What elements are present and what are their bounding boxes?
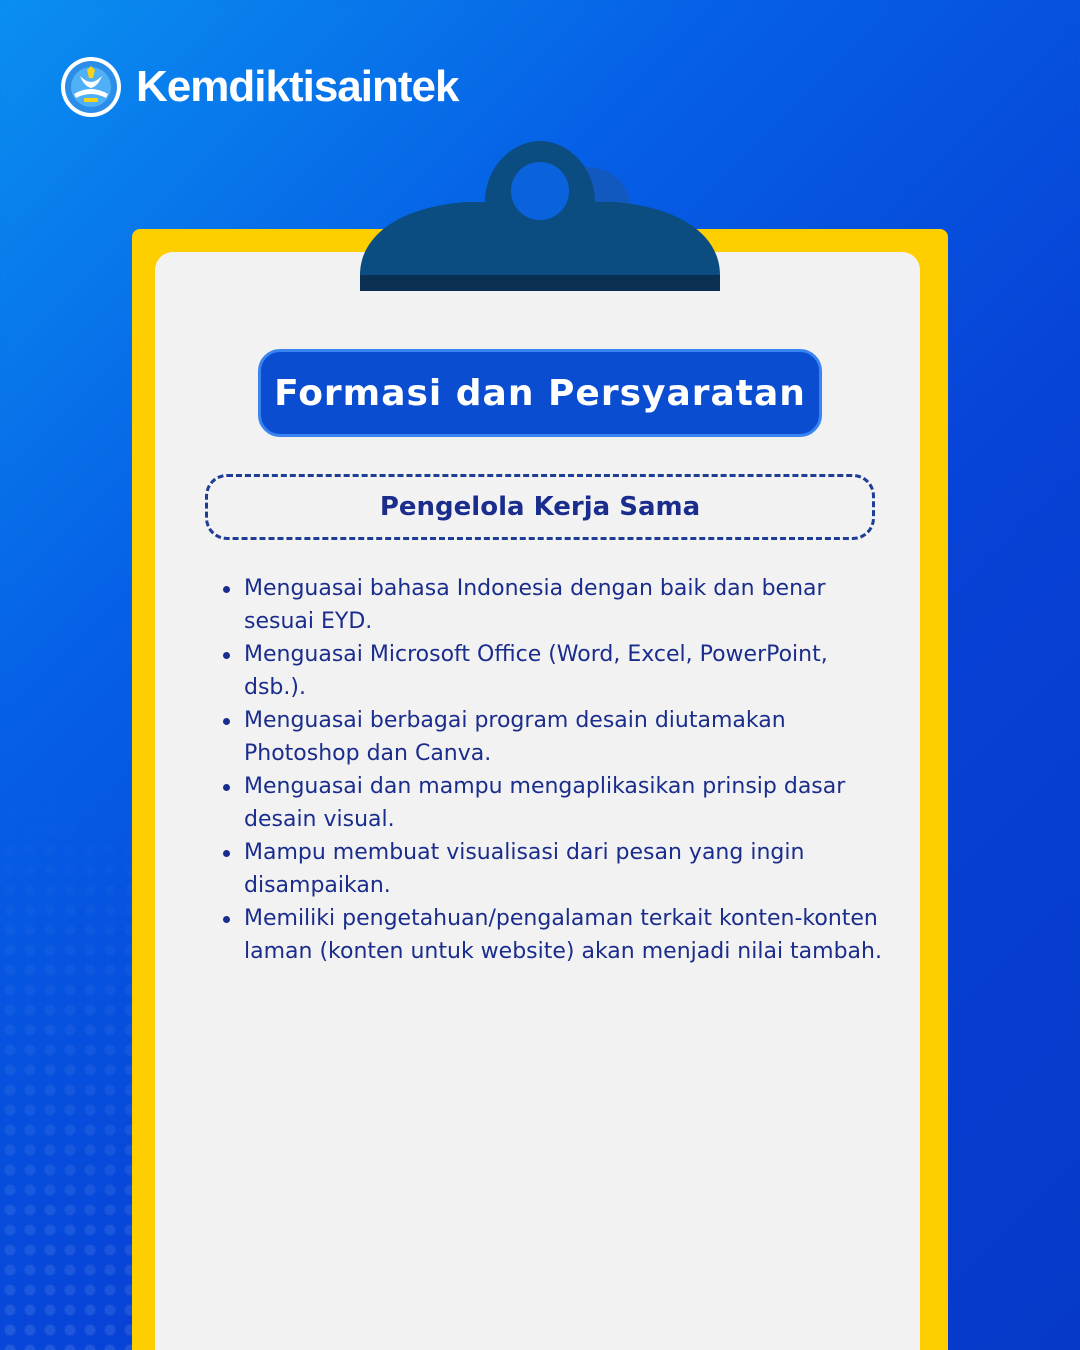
bullet-icon <box>223 784 230 791</box>
list-item <box>244 638 884 704</box>
position-title: Pengelola Kerja Sama <box>205 474 875 540</box>
bullet-icon <box>223 850 230 857</box>
requirements-list <box>244 572 884 968</box>
bullet-icon <box>223 916 230 923</box>
requirement-text: Menguasai bahasa Indonesia dengan baik dan benar sesuai EYD. <box>244 576 826 634</box>
clipboard-clip-icon <box>355 138 725 298</box>
requirement-text: Menguasai Microsoft Office (Word, Excel, PowerPoint, dsb.). <box>244 642 828 700</box>
list-item <box>244 836 884 902</box>
tut-wuri-handayani-emblem-icon <box>60 56 122 118</box>
bullet-icon <box>223 586 230 593</box>
list-item <box>244 704 884 770</box>
requirement-text: Menguasai dan mampu mengaplikasikan prinsip dasar desain visual. <box>244 774 846 832</box>
requirement-text: Menguasai berbagai program desain diutamakan Photoshop dan Canva. <box>244 708 786 766</box>
bullet-icon <box>223 718 230 725</box>
list-item <box>244 902 884 968</box>
bullet-icon <box>223 652 230 659</box>
requirement-text: Mampu membuat visualisasi dari pesan yang ingin disampaikan. <box>244 840 805 898</box>
brand-header <box>60 56 458 118</box>
list-item <box>244 572 884 638</box>
list-item <box>244 770 884 836</box>
brand-name: Kemdiktisaintek <box>136 62 459 111</box>
section-title: Formasi dan Persyaratan <box>258 349 822 437</box>
requirement-text: Memiliki pengetahuan/pengalaman terkait konten-konten laman (konten untuk website) akan menjadi nilai tambah. <box>244 906 882 964</box>
